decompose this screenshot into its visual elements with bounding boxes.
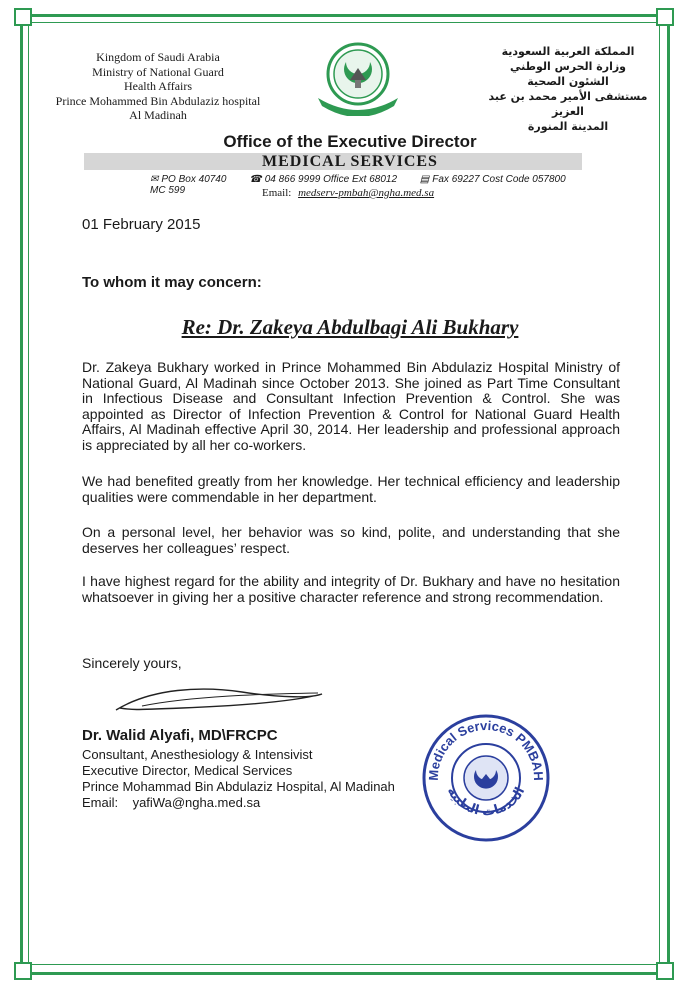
body-paragraph: We had benefited greatly from her knowledge. Her technical efficiency and leadership qualities were commendable in her department. (82, 473, 620, 505)
subject-line (0, 315, 700, 340)
fax-icon: ▤ (419, 174, 430, 185)
signatory-details (82, 747, 395, 811)
header-english-address (48, 50, 268, 123)
body-paragraph: Dr. Zakeya Bukhary worked in Prince Mohammed Bin Abdulaziz Hospital Ministry of National Guard, Al Madinah since October 2013. She joined as Part Time Consultant in Infectious Disease and Consultant Infection Prevention & Control. She was appointed as Director of Infection Prevention & Control for National Guard Health Affairs, Al Madinah effective April 30, 2014. Her leadership and professional approach is appreciated by all her co-workers. (82, 359, 620, 453)
phone-text: 04 866 9999 Office Ext 68012 (264, 174, 398, 185)
salutation: To whom it may concern: (82, 274, 262, 291)
official-stamp (420, 712, 552, 844)
header-line-ar: مستشفى الأمير محمد بن عبد العزيز (488, 90, 648, 118)
header-email-link[interactable]: medserv-pmbah@ngha.med.sa (298, 187, 435, 199)
header-arabic-address (478, 44, 658, 134)
signatory-title: Executive Director, Medical Services (82, 763, 293, 778)
office-title: Office of the Executive Director (223, 132, 477, 151)
closing: Sincerely yours, (82, 655, 182, 671)
header-line: Ministry of National Guard (92, 64, 224, 79)
fax-text: Fax 69227 Cost Code 057800 MC 599 (150, 174, 566, 196)
department-title: MEDICAL SERVICES (262, 153, 438, 170)
signatory-email-line (82, 795, 395, 811)
email-label: Email: (82, 795, 119, 810)
body-paragraph: I have highest regard for the ability and integrity of Dr. Bukhary and have no hesitation whatsoever in giving her a positive character reference and strong recommendation. (82, 573, 620, 605)
po-box (150, 174, 236, 185)
signatory-name: Dr. Walid Alyafi, MD\FRCPC (82, 727, 278, 744)
header-line-ar: الشئون الصحية (527, 75, 609, 88)
stamp-bottom-text: الخدمات الطبية (443, 784, 529, 820)
border-corner (14, 8, 32, 26)
stamp-top-text: Medical Services PMBAH (425, 717, 547, 782)
header-line-ar: المدينة المنورة (527, 120, 609, 133)
border-corner (656, 962, 674, 980)
border-corner (656, 8, 674, 26)
letter-date: 01 February 2015 (82, 216, 201, 233)
signatory-title: Prince Mohammad Bin Abdulaziz Hospital, Al Madinah (82, 779, 395, 794)
header-line-ar: وزارة الحرس الوطني (509, 60, 627, 73)
header-line: Prince Mohammed Bin Abdulaziz hospital (55, 93, 261, 108)
ngha-logo (312, 40, 404, 116)
po-box-text: PO Box 40740 (161, 174, 227, 185)
subject-text: Re: Dr. Zakeya Abdulbagi Ali Bukhary (181, 315, 519, 339)
phone (249, 174, 407, 185)
phone-icon: ☎ (249, 174, 262, 185)
mailbox-icon: ✉ (150, 174, 159, 185)
border-corner (14, 962, 32, 980)
header-line: Kingdom of Saudi Arabia (96, 50, 220, 64)
email-label: Email: (262, 187, 292, 199)
header-email-line (262, 187, 434, 199)
signatory-title: Consultant, Anesthesiology & Intensivist (82, 747, 313, 762)
handwritten-signature (112, 684, 332, 714)
header-line: Al Madinah (129, 108, 187, 122)
header-line-ar: المملكة العربية السعودية (501, 45, 635, 58)
signatory-email[interactable]: yafiWa@ngha.med.sa (132, 795, 261, 810)
body-paragraph: On a personal level, her behavior was so kind, polite, and understanding that she deserves her colleagues’ respect. (82, 524, 620, 556)
header-line: Health Affairs (123, 79, 193, 93)
